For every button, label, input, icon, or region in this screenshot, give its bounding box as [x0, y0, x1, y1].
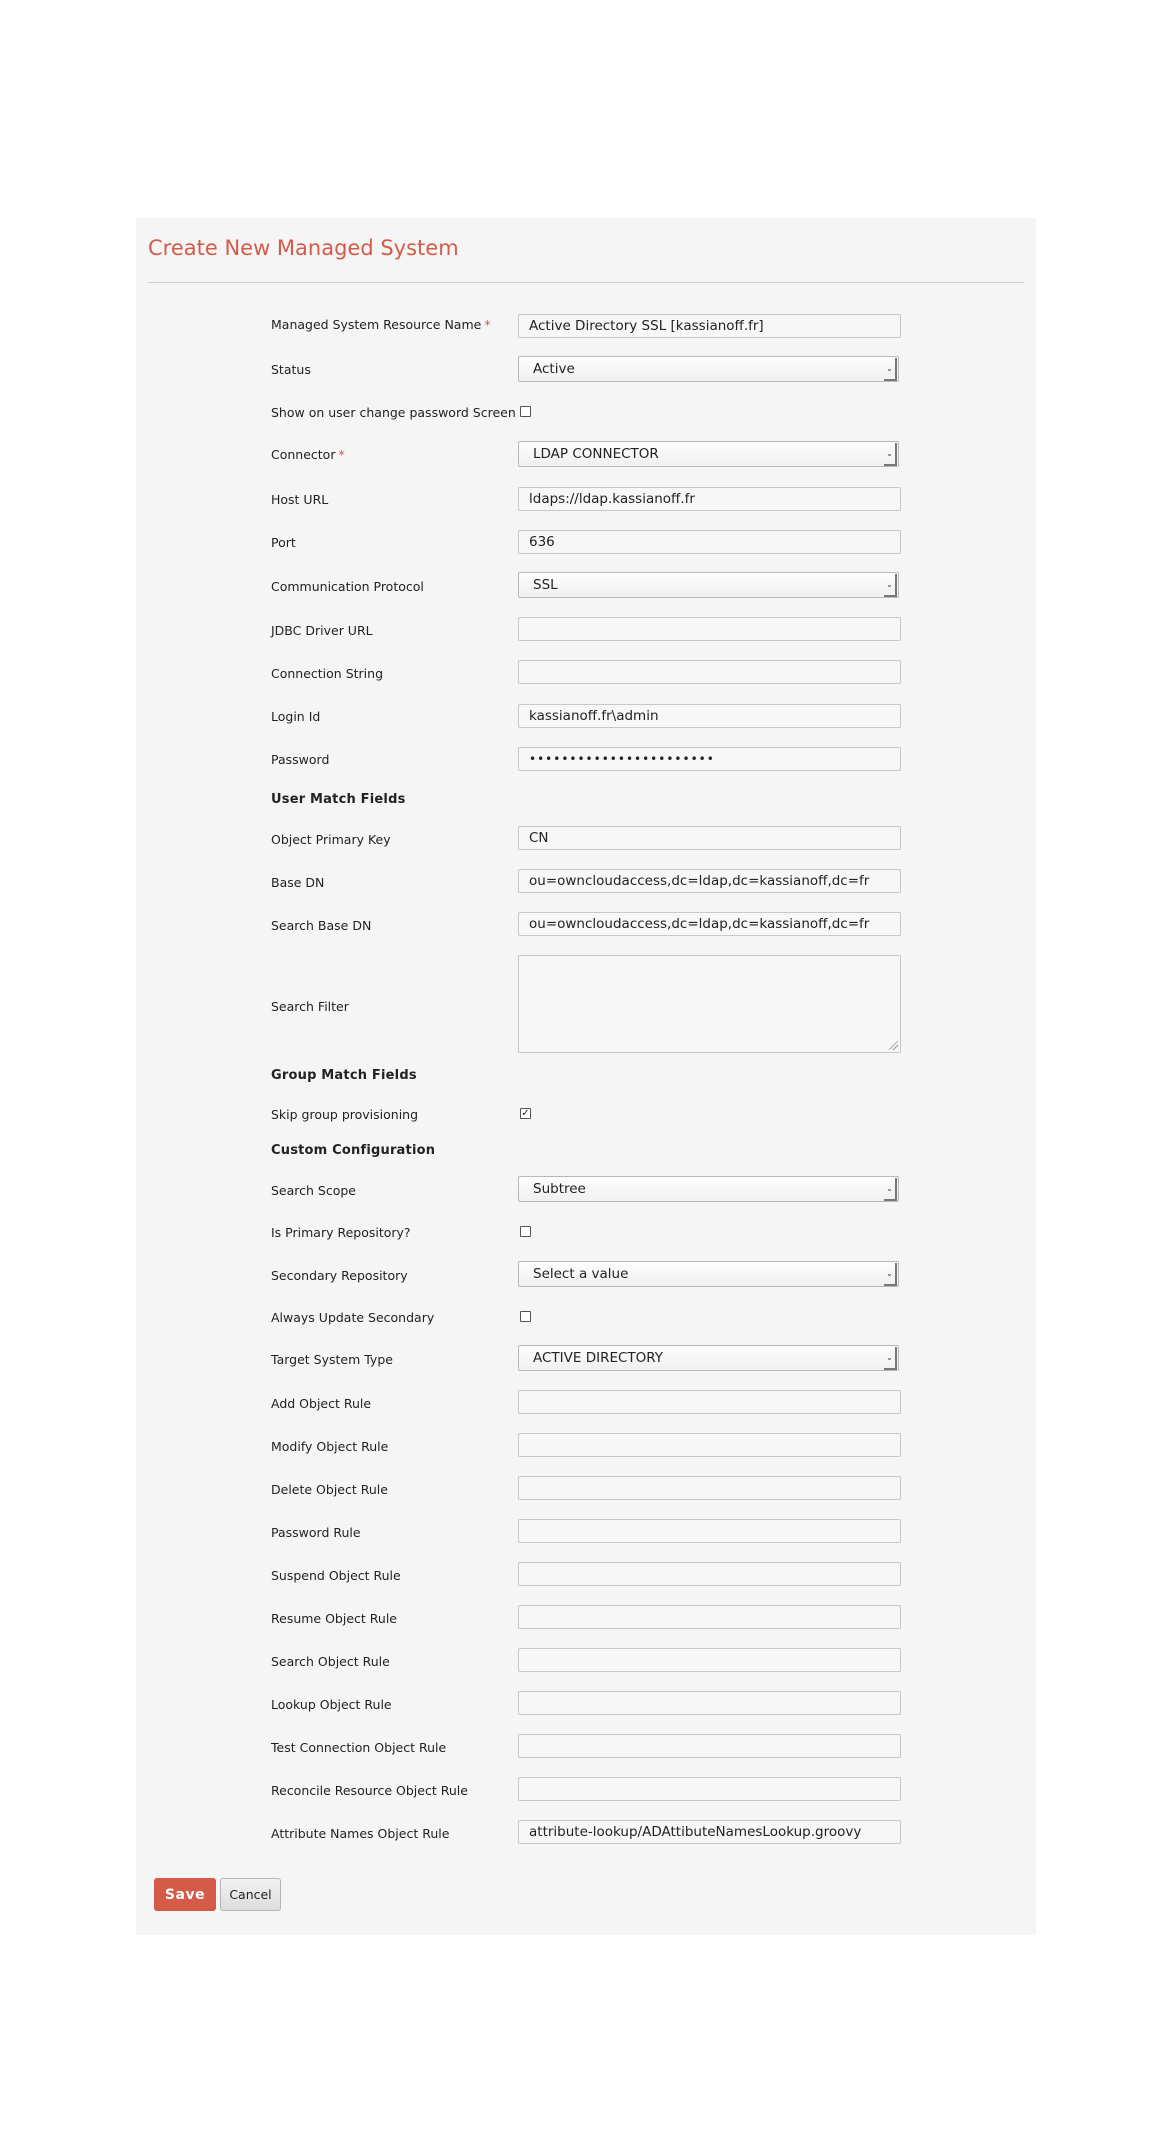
section-group-match: Group Match Fields: [271, 1068, 417, 1083]
secondary-repo-label: Secondary Repository: [271, 1268, 408, 1283]
lookup-rule-input[interactable]: [518, 1691, 901, 1715]
is-primary-checkbox[interactable]: [520, 1226, 531, 1237]
conn-string-input[interactable]: [518, 660, 901, 684]
add-rule-label: Add Object Rule: [271, 1396, 372, 1411]
search-filter-textarea[interactable]: [518, 955, 901, 1053]
search-filter-label: Search Filter: [271, 999, 349, 1014]
search-scope-label: Search Scope: [271, 1183, 356, 1198]
target-type-select[interactable]: ACTIVE DIRECTORY ⌄: [518, 1345, 899, 1371]
chevron-down-icon: ⌄: [884, 1347, 897, 1370]
base-dn-input[interactable]: ou=owncloudaccess,dc=ldap,dc=kassianoff,dc=fr: [518, 869, 901, 893]
base-dn-label: Base DN: [271, 875, 325, 890]
secondary-repo-select[interactable]: Select a value ⌄: [518, 1261, 899, 1287]
title-divider: [148, 282, 1024, 283]
is-primary-label: Is Primary Repository?: [271, 1225, 411, 1240]
show-on-password-label: Show on user change password Screen: [271, 405, 516, 420]
lookup-rule-label: Lookup Object Rule: [271, 1697, 392, 1712]
attr-names-rule-input[interactable]: attribute-lookup/ADAttibuteNamesLookup.groovy: [518, 1820, 901, 1844]
jdbc-driver-label: JDBC Driver URL: [271, 623, 373, 638]
resume-rule-input[interactable]: [518, 1605, 901, 1629]
chevron-down-icon: ⌄: [884, 1263, 897, 1286]
suspend-rule-label: Suspend Object Rule: [271, 1568, 401, 1583]
host-url-input[interactable]: ldaps://ldap.kassianoff.fr: [518, 487, 901, 511]
test-conn-rule-label: Test Connection Object Rule: [271, 1740, 447, 1755]
show-on-password-checkbox[interactable]: [520, 406, 531, 417]
section-custom-config: Custom Configuration: [271, 1143, 436, 1158]
target-type-label: Target System Type: [271, 1352, 393, 1367]
modify-rule-label: Modify Object Rule: [271, 1439, 389, 1454]
password-rule-label: Password Rule: [271, 1525, 361, 1540]
password-rule-input[interactable]: [518, 1519, 901, 1543]
password-input[interactable]: •••••••••••••••••••••••: [518, 747, 901, 771]
resume-rule-label: Resume Object Rule: [271, 1611, 397, 1626]
connector-select[interactable]: LDAP CONNECTOR ⌄: [518, 441, 899, 467]
delete-rule-label: Delete Object Rule: [271, 1482, 388, 1497]
managed-system-form-panel: [136, 218, 1036, 1935]
object-pk-input[interactable]: CN: [518, 826, 901, 850]
page-title: Create New Managed System: [148, 236, 459, 260]
connector-label: Connector *: [271, 447, 345, 462]
password-label: Password: [271, 752, 330, 767]
port-label: Port: [271, 535, 296, 550]
save-button[interactable]: Save: [154, 1878, 216, 1911]
reconcile-rule-label: Reconcile Resource Object Rule: [271, 1783, 468, 1798]
protocol-select[interactable]: SSL ⌄: [518, 572, 899, 598]
search-base-dn-input[interactable]: ou=owncloudaccess,dc=ldap,dc=kassianoff,dc=fr: [518, 912, 901, 936]
jdbc-driver-input[interactable]: [518, 617, 901, 641]
search-rule-input[interactable]: [518, 1648, 901, 1672]
cancel-button[interactable]: Cancel: [220, 1878, 281, 1911]
resize-grip-icon[interactable]: [889, 1041, 898, 1050]
reconcile-rule-input[interactable]: [518, 1777, 901, 1801]
skip-group-label: Skip group provisioning: [271, 1107, 419, 1122]
skip-group-checkbox[interactable]: ✓: [521, 1108, 530, 1119]
resource-name-label: Managed System Resource Name *: [271, 317, 491, 332]
section-user-match: User Match Fields: [271, 792, 406, 807]
add-rule-input[interactable]: [518, 1390, 901, 1414]
chevron-down-icon: ⌄: [884, 1178, 897, 1201]
conn-string-label: Connection String: [271, 666, 384, 681]
resource-name-input[interactable]: Active Directory SSL [kassianoff.fr]: [518, 314, 901, 338]
test-conn-rule-input[interactable]: [518, 1734, 901, 1758]
chevron-down-icon: ⌄: [884, 574, 897, 597]
status-select[interactable]: Active ⌄: [518, 356, 899, 382]
attr-names-rule-label: Attribute Names Object Rule: [271, 1826, 450, 1841]
chevron-down-icon: ⌄: [884, 358, 897, 381]
delete-rule-input[interactable]: [518, 1476, 901, 1500]
login-id-input[interactable]: kassianoff.fr\admin: [518, 704, 901, 728]
object-pk-label: Object Primary Key: [271, 832, 391, 847]
suspend-rule-input[interactable]: [518, 1562, 901, 1586]
chevron-down-icon: ⌄: [884, 443, 897, 466]
required-marker: *: [484, 317, 491, 332]
login-id-label: Login Id: [271, 709, 321, 724]
search-base-dn-label: Search Base DN: [271, 918, 372, 933]
port-input[interactable]: 636: [518, 530, 901, 554]
status-label: Status: [271, 362, 311, 377]
always-update-checkbox[interactable]: [520, 1311, 531, 1322]
host-url-label: Host URL: [271, 492, 329, 507]
modify-rule-input[interactable]: [518, 1433, 901, 1457]
search-rule-label: Search Object Rule: [271, 1654, 390, 1669]
required-marker: *: [338, 447, 345, 462]
protocol-label: Communication Protocol: [271, 579, 424, 594]
always-update-label: Always Update Secondary: [271, 1310, 435, 1325]
search-scope-select[interactable]: Subtree ⌄: [518, 1176, 899, 1202]
